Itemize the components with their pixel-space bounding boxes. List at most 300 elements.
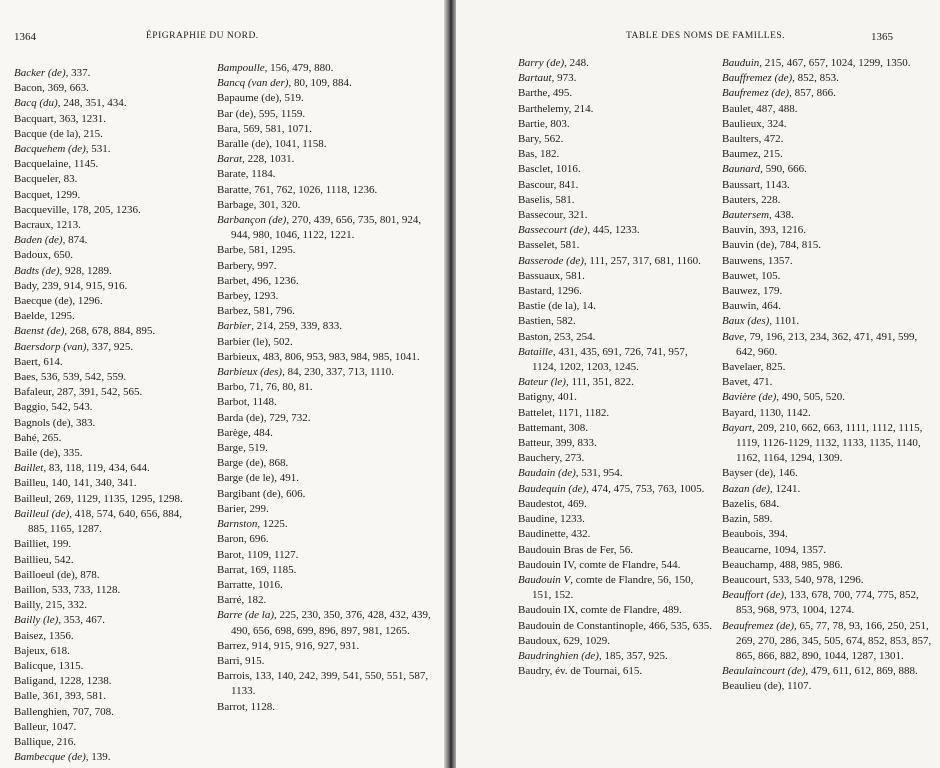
index-entry [722,421,936,467]
entry-references: , 214. [568,102,594,115]
index-entry [722,558,936,573]
entry-name: Baudequin (de) [518,482,587,495]
entry-references: , 418, 574, 640, 656, 884, 885, 1165, 1287. [28,507,183,536]
index-entry [722,588,936,618]
entry-references: , 321. [562,209,588,222]
entry-references: , 209, 210, 662, 663, 1111, 1112, 1115, 1119, 1126-1129, 1132, 1133, 1135, 1140, 1162, 1164, 1294, 1309. [736,421,923,465]
entry-references: , 79, 196, 213, 234, 362, 471, 491, 599, 642, 960. [736,330,918,358]
index-entry [518,86,713,101]
entry-name: Baudouin de Constantinople [518,619,644,632]
index-entry [518,238,713,253]
entry-name: Baenst (de) [14,325,65,338]
entry-references: , 215, 332. [40,599,87,612]
entry-name: Ballique [14,735,52,748]
entry-references: , 483, 806, 953, 983, 984, 985, 1041. [257,350,420,363]
entry-references: , 353, 467. [58,614,106,627]
entry-references: , 784, 815. [774,239,821,252]
right-column-1 [518,56,713,679]
entry-references: , 225, 230, 350, 376, 428, 432, 439, 490, 656, 698, 699, 896, 897, 981, 1265. [231,609,431,637]
entry-references: , 696. [243,533,269,546]
entry-name: Bauffremez (de) [722,72,793,85]
entry-name: Bancq (van der) [217,77,289,90]
entry-name: Baudine [518,513,555,526]
index-entry [14,476,204,491]
entry-references: , 335. [57,447,83,460]
index-entry [14,294,204,309]
entry-name: Baert [14,355,38,368]
entry-references: , 1171, 1182. [552,406,610,419]
index-entry [14,112,204,127]
index-entry [14,492,204,507]
entry-name: Barge [217,442,244,455]
index-entry [14,96,204,111]
entry-name: Balleur [14,720,46,733]
entry-name: Barrot [217,700,246,713]
entry-references: , 268, 678, 884, 895. [64,325,156,338]
entry-references: , 1296. [551,285,582,298]
index-entry [14,568,204,583]
entry-references: , 1356. [43,629,74,642]
entry-name: Baudain (de) [518,467,576,480]
entry-name: Bastie (de la) [518,300,577,313]
index-entry [217,198,439,213]
entry-references: , 199. [46,538,72,551]
entry-references: , 519. [243,442,268,455]
index-entry [14,416,204,431]
index-entry [14,309,204,324]
entry-name: Barry (de) [518,57,565,69]
entry-name: Baecque (de) [14,295,73,308]
entry-references: , 182. [534,148,560,161]
entry-references: , 445, 1233. [587,224,640,237]
entry-references: , 1357. [762,254,793,267]
entry-name: Bayart [722,421,752,434]
index-entry [217,563,439,578]
entry-name: Beaucarne [722,543,769,556]
entry-name: Bacqueville [14,203,67,216]
index-entry [14,461,204,476]
index-entry [722,223,936,238]
entry-references: , 852, 853. [792,72,839,85]
index-entry [217,487,439,502]
index-entry [14,644,204,659]
entry-name: Baillet [14,462,44,475]
index-entry [217,243,439,258]
entry-name: Bavière (de) [722,391,777,404]
index-entry [14,127,204,142]
entry-name: Bautersem [722,209,770,222]
entry-references: , 868. [263,457,289,470]
entry-references: , 111, 257, 317, 681, 1160. [583,254,701,267]
entry-references: , 464. [756,300,781,313]
entry-references: , comte de Flandre, 56, 150, 151, 152. [532,573,694,602]
entry-references: , 973. [551,72,577,85]
index-entry [722,269,936,284]
entry-references: , 581, 1295. [243,244,296,257]
entry-name: Bahé [14,431,37,444]
index-entry [14,583,204,598]
index-entry [518,634,713,649]
entry-name: Bassecour [518,209,563,222]
entry-name: Bacque (de la) [14,127,79,140]
index-entry [217,91,439,106]
entry-name: Bacqueler [14,173,59,186]
entry-references: , 301, 320. [253,198,301,211]
entry-name: Barbe [217,244,244,257]
entry-name: Barbot [217,396,247,409]
index-entry [14,705,204,720]
index-entry [14,188,204,203]
index-entry [14,735,204,750]
entry-references: , 479, 611, 612, 869, 888. [805,665,918,678]
entry-name: Bartaut [518,72,552,85]
index-entry [217,183,439,198]
entry-name: Baron [217,533,244,546]
entry-references: , 215. [78,127,103,140]
entry-name: Barbo [217,381,244,394]
entry-references: , 273. [559,452,585,465]
entry-references: , 1107. [781,680,812,693]
entry-name: Basclet [518,163,551,176]
index-entry [217,289,439,304]
entry-references: , 997. [251,259,277,272]
entry-references: , 1145. [68,158,99,171]
entry-references: , 431, 435, 691, 726, 741, 957, 1124, 1202, 1203, 1245. [532,345,688,374]
entry-references: , 1128. [245,700,275,713]
entry-references: , 65, 77, 78, 93, 166, 250, 251, 269, 270, 286, 345, 505, 674, 852, 853, 857, 865, 866, 882, 890, 1044, 1287, 1301. [736,619,932,662]
index-entry [217,380,439,395]
entry-name: Bavelaer [722,361,761,374]
entry-name: Bazelis [722,497,755,510]
entry-references: , 228, 1031. [242,153,295,166]
index-entry [217,593,439,608]
index-entry [722,162,936,177]
entry-name: Bauwet [722,269,756,282]
entry-name: Bacquart [14,112,54,125]
entry-name: Barratte [217,578,253,591]
index-entry [722,330,936,360]
index-entry [217,350,439,365]
entry-name: Baelde [14,310,45,323]
entry-name: Bapaume (de) [217,92,279,105]
entry-name: Bas [518,148,535,161]
index-entry [722,527,936,542]
index-entry [217,654,439,669]
entry-name: Backer (de) [14,67,66,79]
entry-references: , 841. [553,178,579,191]
entry-references: , 248. [564,57,589,69]
entry-name: Baussart [722,178,760,191]
entry-references: , 438. [769,209,794,222]
index-entry [217,700,439,715]
index-entry [518,603,713,618]
index-entry [14,203,204,218]
entry-name: Bauwez [722,285,758,298]
entry-name: Bailliet [14,538,47,551]
entry-name: Bailleu [14,477,46,490]
entry-references: , 1225. [257,518,288,531]
index-entry [14,248,204,263]
index-entry [518,330,713,345]
entry-name: Barge (de) [217,457,264,470]
entry-references: , 1101. [769,315,800,328]
entry-name: Bauwens [722,254,763,267]
index-entry [518,573,713,603]
entry-references: , 914, 915, 916, 927, 931. [246,639,360,652]
entry-references: , 606. [280,487,306,500]
entry-name: Bacq (du) [14,97,58,110]
entry-references: , 581. [560,269,585,282]
index-entry [518,451,713,466]
entry-name: Baden (de) [14,234,63,247]
entry-references: , 531, 954. [575,467,623,480]
entry-references: , 269, 1129, 1135, 1295, 1298. [48,492,183,505]
entry-name: Bauvin [722,224,754,237]
entry-name: Barthe [518,87,548,100]
index-entry [722,86,936,101]
entry-references: , 361, 393, 581. [37,690,106,703]
entry-references: , 1016. [252,578,283,591]
index-entry [722,512,936,527]
entry-references: , 491. [274,472,299,485]
entry-name: Bacraux [14,219,51,232]
entry-references: , 215, 467, 657, 1024, 1299, 1350. [759,57,911,69]
index-entry [722,497,936,512]
entry-name: Barot [217,548,242,561]
entry-references: , 1148. [246,396,277,409]
entry-references: , 169, 1185. [244,563,297,576]
entry-references: , 825. [760,361,786,374]
entry-name: Baulieux [722,117,762,130]
entry-name: Barbet [217,274,247,287]
index-entry [14,613,204,628]
index-entry [722,299,936,314]
entry-references: , 1233. [554,513,585,526]
entry-name: Bafaleur [14,386,52,399]
index-entry [217,274,439,289]
index-entry [14,446,204,461]
entry-name: Baligand [14,675,54,688]
index-entry [217,578,439,593]
index-entry [14,674,204,689]
entry-references: , 83, 118, 119, 434, 644. [43,462,150,475]
index-entry [14,355,204,370]
entry-references: , 1228, 1238. [53,675,112,688]
left-column-1 [14,66,204,765]
index-entry [518,147,713,162]
index-entry [217,107,439,122]
index-entry [217,456,439,471]
index-entry [518,284,713,299]
entry-references: , 915. [239,654,265,667]
entry-references: , 1094, 1357. [768,543,827,556]
right-column-2 [722,56,936,695]
entry-name: Barat [217,153,243,166]
entry-name: Bassuaux [518,269,561,282]
index-entry [518,71,713,86]
entry-name: Bampoulle [217,62,265,74]
index-entry [217,304,439,319]
entry-references: , 80, 109, 884. [288,77,352,90]
entry-references: , 488, 985, 986. [773,558,843,571]
entry-name: Barge (de le) [217,472,275,485]
entry-references: , 248, 351, 434. [57,97,127,110]
index-entry [14,264,204,279]
entry-name: Bara [217,122,238,135]
index-entry [722,664,936,679]
entry-references: , 139. [85,751,111,764]
entry-name: Bataille [518,345,553,358]
entry-references: , 582. [551,315,576,328]
entry-name: Baulet [722,102,751,115]
entry-name: Baselis [518,193,550,206]
entry-name: Balle [14,690,38,703]
index-entry [217,335,439,350]
entry-name: Baudouin IV [518,558,574,571]
entry-references: , 140, 141, 340, 341. [45,477,137,490]
entry-name: Beaulieu (de) [722,680,782,693]
index-entry [722,178,936,193]
entry-references: , 531. [85,143,111,156]
entry-name: Barbage [217,198,254,211]
entry-name: Bazan (de) [722,482,770,495]
entry-references: , comte de Flandre, 544. [573,558,681,571]
entry-references: , 629, 1029. [557,634,610,647]
index-entry [14,142,204,157]
index-entry [217,122,439,137]
entry-name: Bacquehem (de) [14,143,86,156]
entry-references: , 589. [747,513,773,526]
entry-name: Barda (de) [217,411,264,424]
entry-name: Baudouin Bras de Fer [518,543,614,556]
entry-name: Baralle (de) [217,138,270,151]
entry-name: Bauchery [518,452,560,465]
index-entry [217,608,439,638]
index-entry [217,411,439,426]
index-entry [217,502,439,517]
index-entry [14,659,204,674]
entry-name: Bascour [518,178,554,191]
index-entry [722,679,936,694]
entry-references: , 536, 539, 542, 559. [35,371,127,384]
index-entry [518,406,713,421]
entry-name: Beaufremez (de) [722,619,794,632]
entry-name: Beauffort (de) [722,589,785,602]
entry-name: Bateur (le) [518,376,566,389]
entry-name: Bailloeul (de) [14,568,75,581]
entry-references: , 878. [74,568,100,581]
right-page [456,0,940,768]
entry-name: Barbançon (de) [217,214,287,227]
index-entry [518,208,713,223]
entry-references: , 363, 1231. [53,112,106,125]
entry-name: Barbez [217,305,249,318]
entry-name: Basselet [518,239,555,252]
entry-references: , 299. [244,502,269,515]
entry-name: Baunard [722,163,761,176]
entry-references: , 1184. [245,168,276,181]
entry-references: , 111, 351, 822. [565,376,634,389]
index-entry [14,370,204,385]
entry-references: , 533, 540, 978, 1296. [767,573,864,586]
entry-name: Batteur [518,437,550,450]
left-page [0,0,452,768]
entry-references: , 337. [65,67,91,79]
index-entry [217,167,439,182]
index-entry [14,385,204,400]
entry-references: , 1047. [45,720,77,733]
index-entry [518,497,713,512]
entry-references: , 471. [747,376,773,389]
entry-references: , 581. [549,193,575,206]
index-entry [722,375,936,390]
entry-references: , 185, 357, 925. [598,649,668,662]
index-entry [722,466,936,481]
entry-references: , 707, 708. [67,705,114,718]
index-entry [14,720,204,735]
entry-name: Baudouin IX [518,604,576,617]
entry-name: Bazin [722,513,748,526]
entry-name: Baudoux [518,634,558,647]
index-entry [14,400,204,415]
entry-name: Bajeux [14,644,46,657]
entry-references: , 562. [538,133,564,146]
entry-name: Bauwin [722,300,757,313]
entry-name: Baudry [518,665,550,678]
entry-references: , 270, 439, 656, 735, 801, 924, 944, 980, 1046, 1122, 1221. [231,214,422,242]
entry-references: , 595, 1159. [253,107,306,120]
entry-references: , 729, 732. [263,411,311,424]
entry-name: Baudouin V [518,573,571,586]
left-running-title: ÉPIGRAPHIE DU NORD. [146,31,259,41]
entry-name: Battemant [518,421,564,434]
entry-references: , 146. [773,467,798,480]
entry-references: , 474, 475, 753, 763, 1005. [586,482,705,495]
index-entry [518,619,713,634]
entry-references: , 228. [755,193,781,206]
index-entry [14,629,204,644]
entry-name: Baillon [14,583,47,596]
index-entry [518,527,713,542]
entry-references: , 1213. [50,219,81,232]
entry-name: Ballenghien [14,705,68,718]
index-entry [14,689,204,704]
entry-references: , 1130, 1142. [753,406,811,419]
entry-name: Barate [217,168,246,181]
index-entry [722,360,936,375]
index-entry [14,279,204,294]
index-entry [722,102,936,117]
entry-references: , 179. [757,285,783,298]
entry-name: Bacon [14,82,43,95]
index-entry [518,345,713,375]
index-entry [722,147,936,162]
index-entry [722,482,936,497]
entry-name: Barrez [217,639,247,652]
index-entry [518,466,713,481]
index-entry [722,406,936,421]
entry-references: , 857, 866. [789,87,836,100]
entry-references: , 684. [754,497,780,510]
entry-references: , 487, 488. [750,102,798,115]
index-entry [518,512,713,527]
index-entry [518,421,713,436]
index-entry [722,573,936,588]
entry-name: Baumez [722,148,759,161]
index-entry [14,324,204,339]
entry-name: Bauvin (de) [722,239,775,252]
index-entry [217,152,439,167]
